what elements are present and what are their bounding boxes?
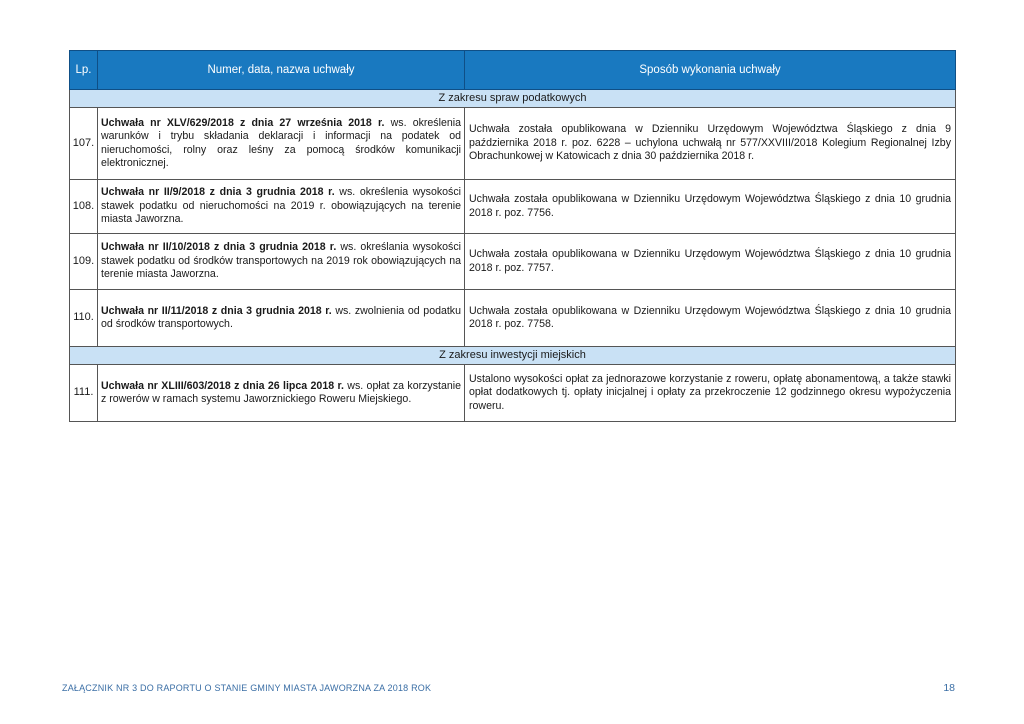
section-title: Z zakresu spraw podatkowych bbox=[70, 90, 956, 108]
section-row-tax bbox=[70, 90, 956, 108]
row-lp: 109. bbox=[70, 234, 98, 290]
table-header-row bbox=[70, 51, 956, 90]
table-row bbox=[70, 234, 956, 290]
row-resolution bbox=[98, 290, 465, 347]
row-resolution bbox=[98, 108, 465, 180]
row-execution: Uchwała została opublikowana w Dzienniku Urzędowym Województwa Śląskiego z dnia 10 grudnia 2018 r. poz. 7758. bbox=[465, 290, 956, 347]
row-execution: Uchwała została opublikowana w Dzienniku Urzędowym Województwa Śląskiego z dnia 10 grudnia 2018 r. poz. 7756. bbox=[465, 180, 956, 234]
resolution-subject: ws. określenia wysokości stawek podatku od nieruchomości na 2019 r. obowiązujących na terenie miasta Jaworzna. bbox=[101, 186, 461, 226]
row-lp: 111. bbox=[70, 365, 98, 422]
section-row-investments bbox=[70, 347, 956, 365]
footer-title: ZAŁĄCZNIK NR 3 DO RAPORTU O STANIE GMINY MIASTA JAWORZNA ZA 2018 ROK bbox=[62, 683, 432, 693]
row-execution: Uchwała została opublikowana w Dzienniku Urzędowym Województwa Śląskiego z dnia 9 października 2018 r. poz. 6228 – uchylona uchwałą nr 577/XXVIII/2018 Kolegium Regionalnej Izby Obrachunkowej w Katowicach z dnia 30 października 2018 r. bbox=[465, 108, 956, 180]
resolution-number: Uchwała nr II/10/2018 z dnia 3 grudnia 2018 r. bbox=[101, 241, 337, 254]
resolution-number: Uchwała nr II/11/2018 z dnia 3 grudnia 2018 r. bbox=[101, 304, 332, 317]
resolutions-table bbox=[69, 50, 956, 422]
header-lp: Lp. bbox=[70, 51, 98, 90]
resolution-subject: ws. określania wysokości stawek podatku od środków transportowych na 2019 rok obowiązujących na terenie miasta Jaworzna. bbox=[101, 241, 462, 281]
row-resolution bbox=[98, 180, 465, 234]
row-lp: 110. bbox=[70, 290, 98, 347]
section-title: Z zakresu inwestycji miejskich bbox=[70, 347, 956, 365]
resolutions-table-container bbox=[69, 50, 955, 422]
row-execution: Ustalono wysokości opłat za jednorazowe korzystanie z roweru, opłatę abonamentową, a także stawki opłat dodatkowych tj. opłaty inicjalnej i opłaty za przekroczenie 12 godzinnego okresu wypożyczenia roweru. bbox=[465, 365, 956, 422]
resolution-subject: ws. określenia warunków i trybu składania deklaracji i informacji na podatek od nieruchomości, rolny oraz leśny za pomocą środków komunikacji elektronicznej. bbox=[101, 116, 461, 169]
resolution-number: Uchwała nr XLV/629/2018 z dnia 27 września 2018 r. bbox=[101, 116, 385, 129]
page-number: 18 bbox=[943, 682, 955, 694]
row-execution: Uchwała została opublikowana w Dzienniku Urzędowym Województwa Śląskiego z dnia 10 grudnia 2018 r. poz. 7757. bbox=[465, 234, 956, 290]
header-resolution-name: Numer, data, nazwa uchwały bbox=[98, 51, 465, 90]
table-row bbox=[70, 180, 956, 234]
table-row bbox=[70, 365, 956, 422]
table-row bbox=[70, 108, 956, 180]
row-resolution bbox=[98, 365, 465, 422]
table-row bbox=[70, 290, 956, 347]
resolution-subject: ws. zwolnienia od podatku od środków transportowych. bbox=[101, 304, 461, 330]
row-lp: 107. bbox=[70, 108, 98, 180]
resolution-number: Uchwała nr XLIII/603/2018 z dnia 26 lipca 2018 r. bbox=[101, 379, 344, 392]
resolution-subject: ws. opłat za korzystanie z rowerów w ramach systemu Jaworznickiego Roweru Miejskiego. bbox=[101, 379, 461, 405]
row-lp: 108. bbox=[70, 180, 98, 234]
row-resolution bbox=[98, 234, 465, 290]
header-execution: Sposób wykonania uchwały bbox=[465, 51, 956, 90]
resolution-number: Uchwała nr II/9/2018 z dnia 3 grudnia 2018 r. bbox=[101, 186, 335, 199]
